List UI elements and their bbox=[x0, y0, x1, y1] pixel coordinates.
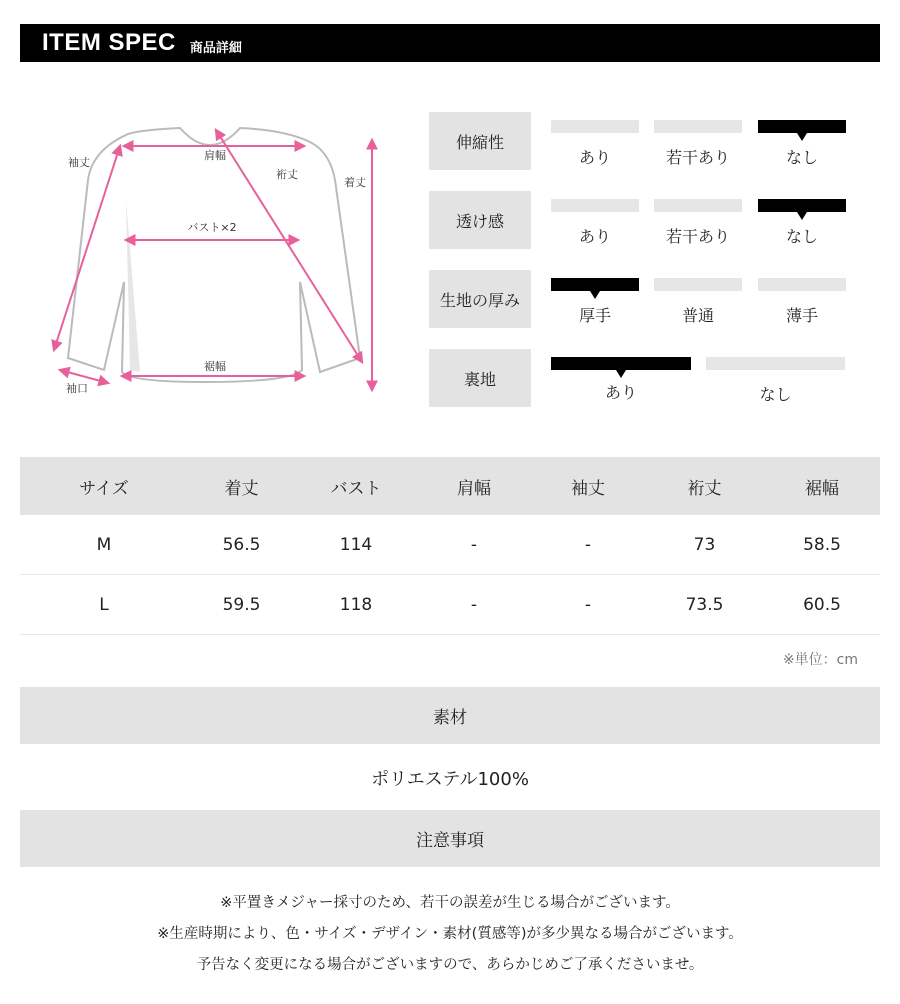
notes-list bbox=[20, 892, 880, 985]
selected-marker-icon bbox=[616, 370, 626, 378]
note-line: 予告なく変更になる場合がございますので、あらかじめご了承くださいませ。 bbox=[196, 957, 704, 973]
attr-label: 生地の厚み bbox=[429, 270, 531, 328]
notes-header: 注意事項 bbox=[20, 810, 880, 867]
label-yuki: 裄丈 bbox=[276, 168, 298, 181]
table-header-row bbox=[20, 457, 880, 515]
label-cuff: 袖口 bbox=[66, 382, 88, 395]
column-header: サイズ bbox=[79, 478, 129, 499]
note-line: ※生産時期により、色・サイズ・デザイン・素材(質感等)が多少異なる場合がございます。 bbox=[157, 926, 743, 942]
sleeve-arrow bbox=[54, 146, 120, 350]
table-cell: 114 bbox=[339, 534, 373, 555]
table-cell: L bbox=[99, 594, 109, 615]
attr-option: 若干あり bbox=[654, 112, 742, 170]
attr-option-selected: なし bbox=[758, 112, 846, 170]
header-subtitle: 商品詳細 bbox=[189, 40, 242, 56]
label-bust: バスト×2 bbox=[187, 221, 237, 234]
column-header: 裾幅 bbox=[805, 478, 839, 499]
attr-row-sheerness bbox=[429, 191, 849, 249]
size-table bbox=[20, 457, 880, 635]
attr-label: 透け感 bbox=[429, 191, 531, 249]
label-sleeve: 袖丈 bbox=[68, 156, 90, 169]
table-row bbox=[20, 575, 880, 635]
attr-label: 伸縮性 bbox=[429, 112, 531, 170]
garment-shade bbox=[126, 200, 140, 372]
note-line: ※平置きメジャー採寸のため、若干の誤差が生じる場合がございます。 bbox=[220, 895, 680, 911]
material-value: ポリエステル100% bbox=[371, 769, 529, 790]
label-shoulder: 肩幅 bbox=[204, 149, 226, 162]
measure-arrows bbox=[54, 130, 372, 390]
column-header: バスト bbox=[330, 478, 382, 499]
selected-marker-icon bbox=[797, 212, 807, 220]
table-cell: 58.5 bbox=[803, 534, 841, 555]
attr-row-lining bbox=[429, 349, 849, 407]
attr-option: 普通 bbox=[654, 270, 742, 328]
table-cell: M bbox=[96, 534, 112, 555]
label-length: 着丈 bbox=[344, 176, 366, 189]
attr-option-selected: 厚手 bbox=[551, 270, 639, 328]
unit-note: ※単位：cm bbox=[782, 652, 858, 668]
column-header: 裄丈 bbox=[687, 478, 722, 499]
column-header: 着丈 bbox=[224, 478, 259, 499]
label-hem: 裾幅 bbox=[204, 360, 226, 373]
column-header: 袖丈 bbox=[571, 478, 605, 499]
attr-row-stretch bbox=[429, 112, 849, 170]
table-cell: 73 bbox=[693, 534, 716, 555]
table-cell: 56.5 bbox=[222, 534, 261, 555]
material-header: 素材 bbox=[20, 687, 880, 744]
table-cell: - bbox=[584, 534, 592, 555]
attr-option: あり bbox=[551, 112, 639, 170]
garment-outline bbox=[68, 128, 360, 382]
yuki-arrow bbox=[216, 130, 362, 362]
attr-option: 若干あり bbox=[654, 191, 742, 249]
table-cell: 59.5 bbox=[222, 594, 261, 615]
table-cell: 118 bbox=[339, 594, 373, 615]
table-cell: - bbox=[470, 534, 478, 555]
attr-row-thickness bbox=[429, 270, 849, 328]
selected-marker-icon bbox=[590, 291, 600, 299]
table-cell: - bbox=[470, 594, 478, 615]
column-header: 肩幅 bbox=[457, 478, 491, 499]
attr-option: 薄手 bbox=[758, 270, 846, 328]
table-cell: - bbox=[584, 594, 592, 615]
garment-diagram bbox=[40, 100, 380, 420]
header-bar bbox=[20, 24, 880, 62]
attr-option: なし bbox=[706, 349, 845, 407]
selected-marker-icon bbox=[797, 133, 807, 141]
table-row bbox=[20, 515, 880, 575]
header-title: ITEM SPEC bbox=[42, 29, 176, 56]
table-cell: 73.5 bbox=[685, 594, 724, 615]
attr-option: あり bbox=[551, 191, 639, 249]
attr-option-selected: あり bbox=[551, 349, 691, 407]
table-cell: 60.5 bbox=[803, 594, 841, 615]
attr-option-selected: なし bbox=[758, 191, 846, 249]
attr-label: 裏地 bbox=[429, 349, 531, 407]
